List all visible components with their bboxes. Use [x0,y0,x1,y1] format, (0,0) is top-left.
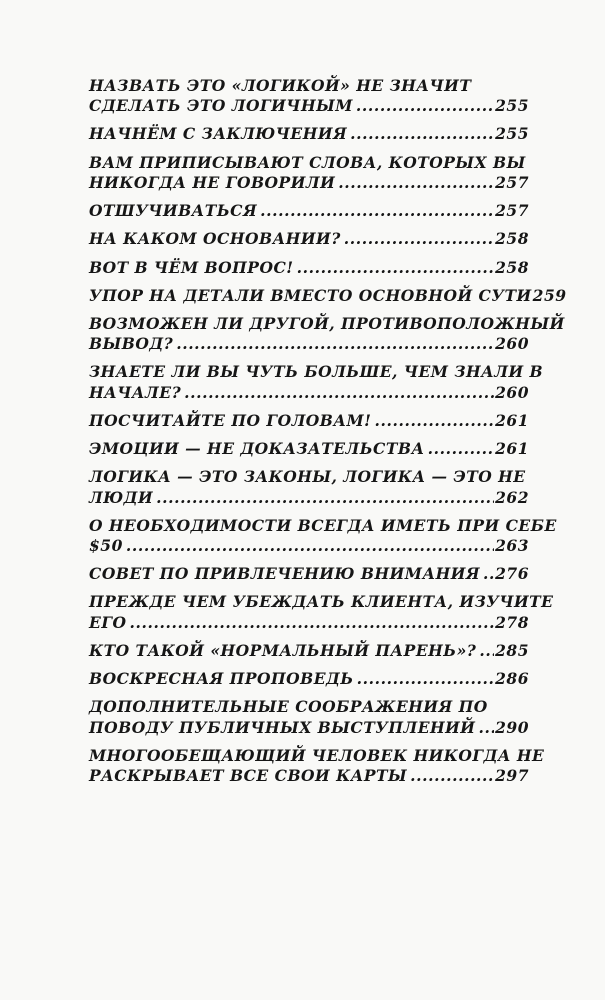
toc-line [89,564,529,584]
toc-entry-title: ЕГО [89,612,127,632]
dot-leader [475,718,494,738]
toc-entry [89,641,529,661]
toc-entry-title: СДЕЛАТЬ ЭТО ЛОГИЧНЫМ [89,96,353,116]
toc-entry-title: НАЧАЛЕ? [89,382,182,402]
toc-line [89,153,529,173]
toc-line [89,718,529,738]
toc-entry-title: ОТШУЧИВАТЬСЯ [89,201,258,221]
toc-entry [89,439,529,459]
toc-page-number: 260 [495,334,529,354]
toc-entry [89,745,545,787]
dot-leader [257,201,494,221]
toc-entry-title: ДОПОЛНИТЕЛЬНЫЕ СООБРАЖЕНИЯ ПО [89,697,488,717]
toc-line [89,411,529,431]
toc-line [89,641,529,661]
toc-line [89,383,529,403]
toc-entry-title: КТО ТАКОЙ «НОРМАЛЬНЫЙ ПАРЕНЬ»? [89,640,477,660]
toc-page-number: 286 [495,669,529,689]
toc-page-number: 255 [495,124,529,144]
toc-entry-title: ВОСКРЕСНАЯ ПРОПОВЕДЬ [89,669,354,689]
dot-leader [347,124,494,144]
toc-entry-title: ВОЗМОЖЕН ЛИ ДРУГОЙ, ПРОТИВОПОЛОЖНЫЙ [89,313,565,333]
dot-leader [341,229,494,249]
toc-line [89,745,545,766]
toc-line [89,258,529,278]
toc-line [89,613,529,633]
toc-page-number: 260 [495,382,529,402]
toc-entry [89,153,529,194]
toc-line [89,439,529,459]
toc-line [89,285,567,306]
dot-leader [181,383,494,403]
toc-page-number: 263 [495,536,529,556]
toc-line [89,76,529,96]
toc-entry [89,76,529,117]
toc-line [89,201,529,221]
dot-leader [480,564,494,584]
toc-page-number: 261 [495,439,529,459]
toc-entry-title: НАЗВАТЬ ЭТО «ЛОГИКОЙ» НЕ ЗНАЧИТ [89,76,472,95]
toc-page-number: 297 [495,766,529,786]
toc-entry-title: ВАМ ПРИПИСЫВАЮТ СЛОВА, КОТОРЫХ ВЫ [89,152,526,172]
toc-entry-title: ЛЮДИ [89,487,154,507]
toc-entry-title: СОВЕТ ПО ПРИВЛЕЧЕНИЮ ВНИМАНИЯ [89,564,481,584]
toc-entry [89,697,529,738]
toc-page-number: 262 [495,487,529,507]
dot-leader [173,334,494,354]
toc-entry [89,285,567,306]
toc-entry [89,669,529,689]
toc-entry [89,592,554,633]
toc-page-number: 285 [495,640,529,660]
toc-page-number: 258 [495,229,529,249]
toc-entry [89,258,529,278]
dot-leader [407,766,494,786]
toc-entry-title: НИКОГДА НЕ ГОВОРИЛИ [89,172,336,192]
dot-leader [127,613,495,633]
toc-line [89,669,529,689]
toc-entry-title: ПОСЧИТАЙТЕ ПО ГОЛОВАМ! [89,410,372,430]
toc-line [89,313,565,334]
toc-line [89,229,529,249]
toc-entry [89,229,529,249]
toc-page-number: 276 [495,564,529,584]
toc-page-number: 290 [495,717,529,737]
dot-leader [153,488,494,508]
toc-entry-title: РАСКРЫВАЕТ ВСЕ СВОИ КАРТЫ [89,766,408,786]
toc-entry-title: НА КАКОМ ОСНОВАНИИ? [89,229,341,249]
dot-leader [425,439,494,459]
toc-entry [89,201,529,221]
toc-entry [89,467,529,508]
toc-entry-title: $50 [89,536,123,556]
toc-entry-title: О НЕОБХОДИМОСТИ ВСЕГДА ИМЕТЬ ПРИ СЕБЕ [89,515,557,535]
toc-line [89,515,557,536]
table-of-contents [89,76,567,794]
toc-entry-title: ПОВОДУ ПУБЛИЧНЫХ ВЫСТУПЛЕНИЙ [89,717,476,737]
toc-entry [89,564,529,584]
toc-page-number: 257 [495,201,529,221]
toc-line [89,334,529,354]
toc-entry-title: НАЧНЁМ С ЗАКЛЮЧЕНИЯ [89,124,348,144]
toc-line [89,766,529,786]
toc-line [89,697,529,717]
toc-line [89,96,529,116]
dot-leader [353,96,494,116]
dot-leader [476,641,494,661]
toc-entry-title: ЗНАЕТЕ ЛИ ВЫ ЧУТЬ БОЛЬШЕ, ЧЕМ ЗНАЛИ В [89,362,544,382]
toc-page-number: 257 [495,172,529,192]
dot-leader [294,258,495,278]
toc-line [89,536,529,556]
toc-line [89,362,544,382]
dot-leader [371,411,494,431]
toc-line [89,467,529,487]
toc-line [89,173,529,193]
toc-entry [89,515,557,557]
toc-entry-title: ЛОГИКА — ЭТО ЗАКОНЫ, ЛОГИКА — ЭТО НЕ [89,467,526,487]
toc-entry-title: МНОГООБЕЩАЮЩИЙ ЧЕЛОВЕК НИКОГДА НЕ [89,745,545,765]
toc-entry [89,313,565,355]
toc-entry [89,362,544,403]
toc-line [89,592,554,612]
toc-entry [89,124,529,144]
toc-entry-title: ВЫВОД? [89,334,174,354]
toc-entry-title: ПРЕЖДЕ ЧЕМ УБЕЖДАТЬ КЛИЕНТА, ИЗУЧИТЕ [89,592,554,612]
toc-page-number: 259 [532,285,567,305]
toc-page-number: 278 [495,612,529,632]
toc-entry-title: ЭМОЦИИ — НЕ ДОКАЗАТЕЛЬСТВА [89,439,425,459]
toc-page-number: 255 [495,96,529,116]
toc-entry [89,411,529,431]
toc-page-number: 258 [495,257,529,277]
dot-leader [354,669,495,689]
toc-line [89,488,529,508]
dot-leader [335,173,494,193]
dot-leader [123,536,494,556]
toc-entry-title: УПОР НА ДЕТАЛИ ВМЕСТО ОСНОВНОЙ СУТИ [89,285,532,305]
toc-page-number: 261 [495,410,529,430]
toc-line [89,124,529,144]
toc-entry-title: ВОТ В ЧЁМ ВОПРОС! [89,257,294,277]
